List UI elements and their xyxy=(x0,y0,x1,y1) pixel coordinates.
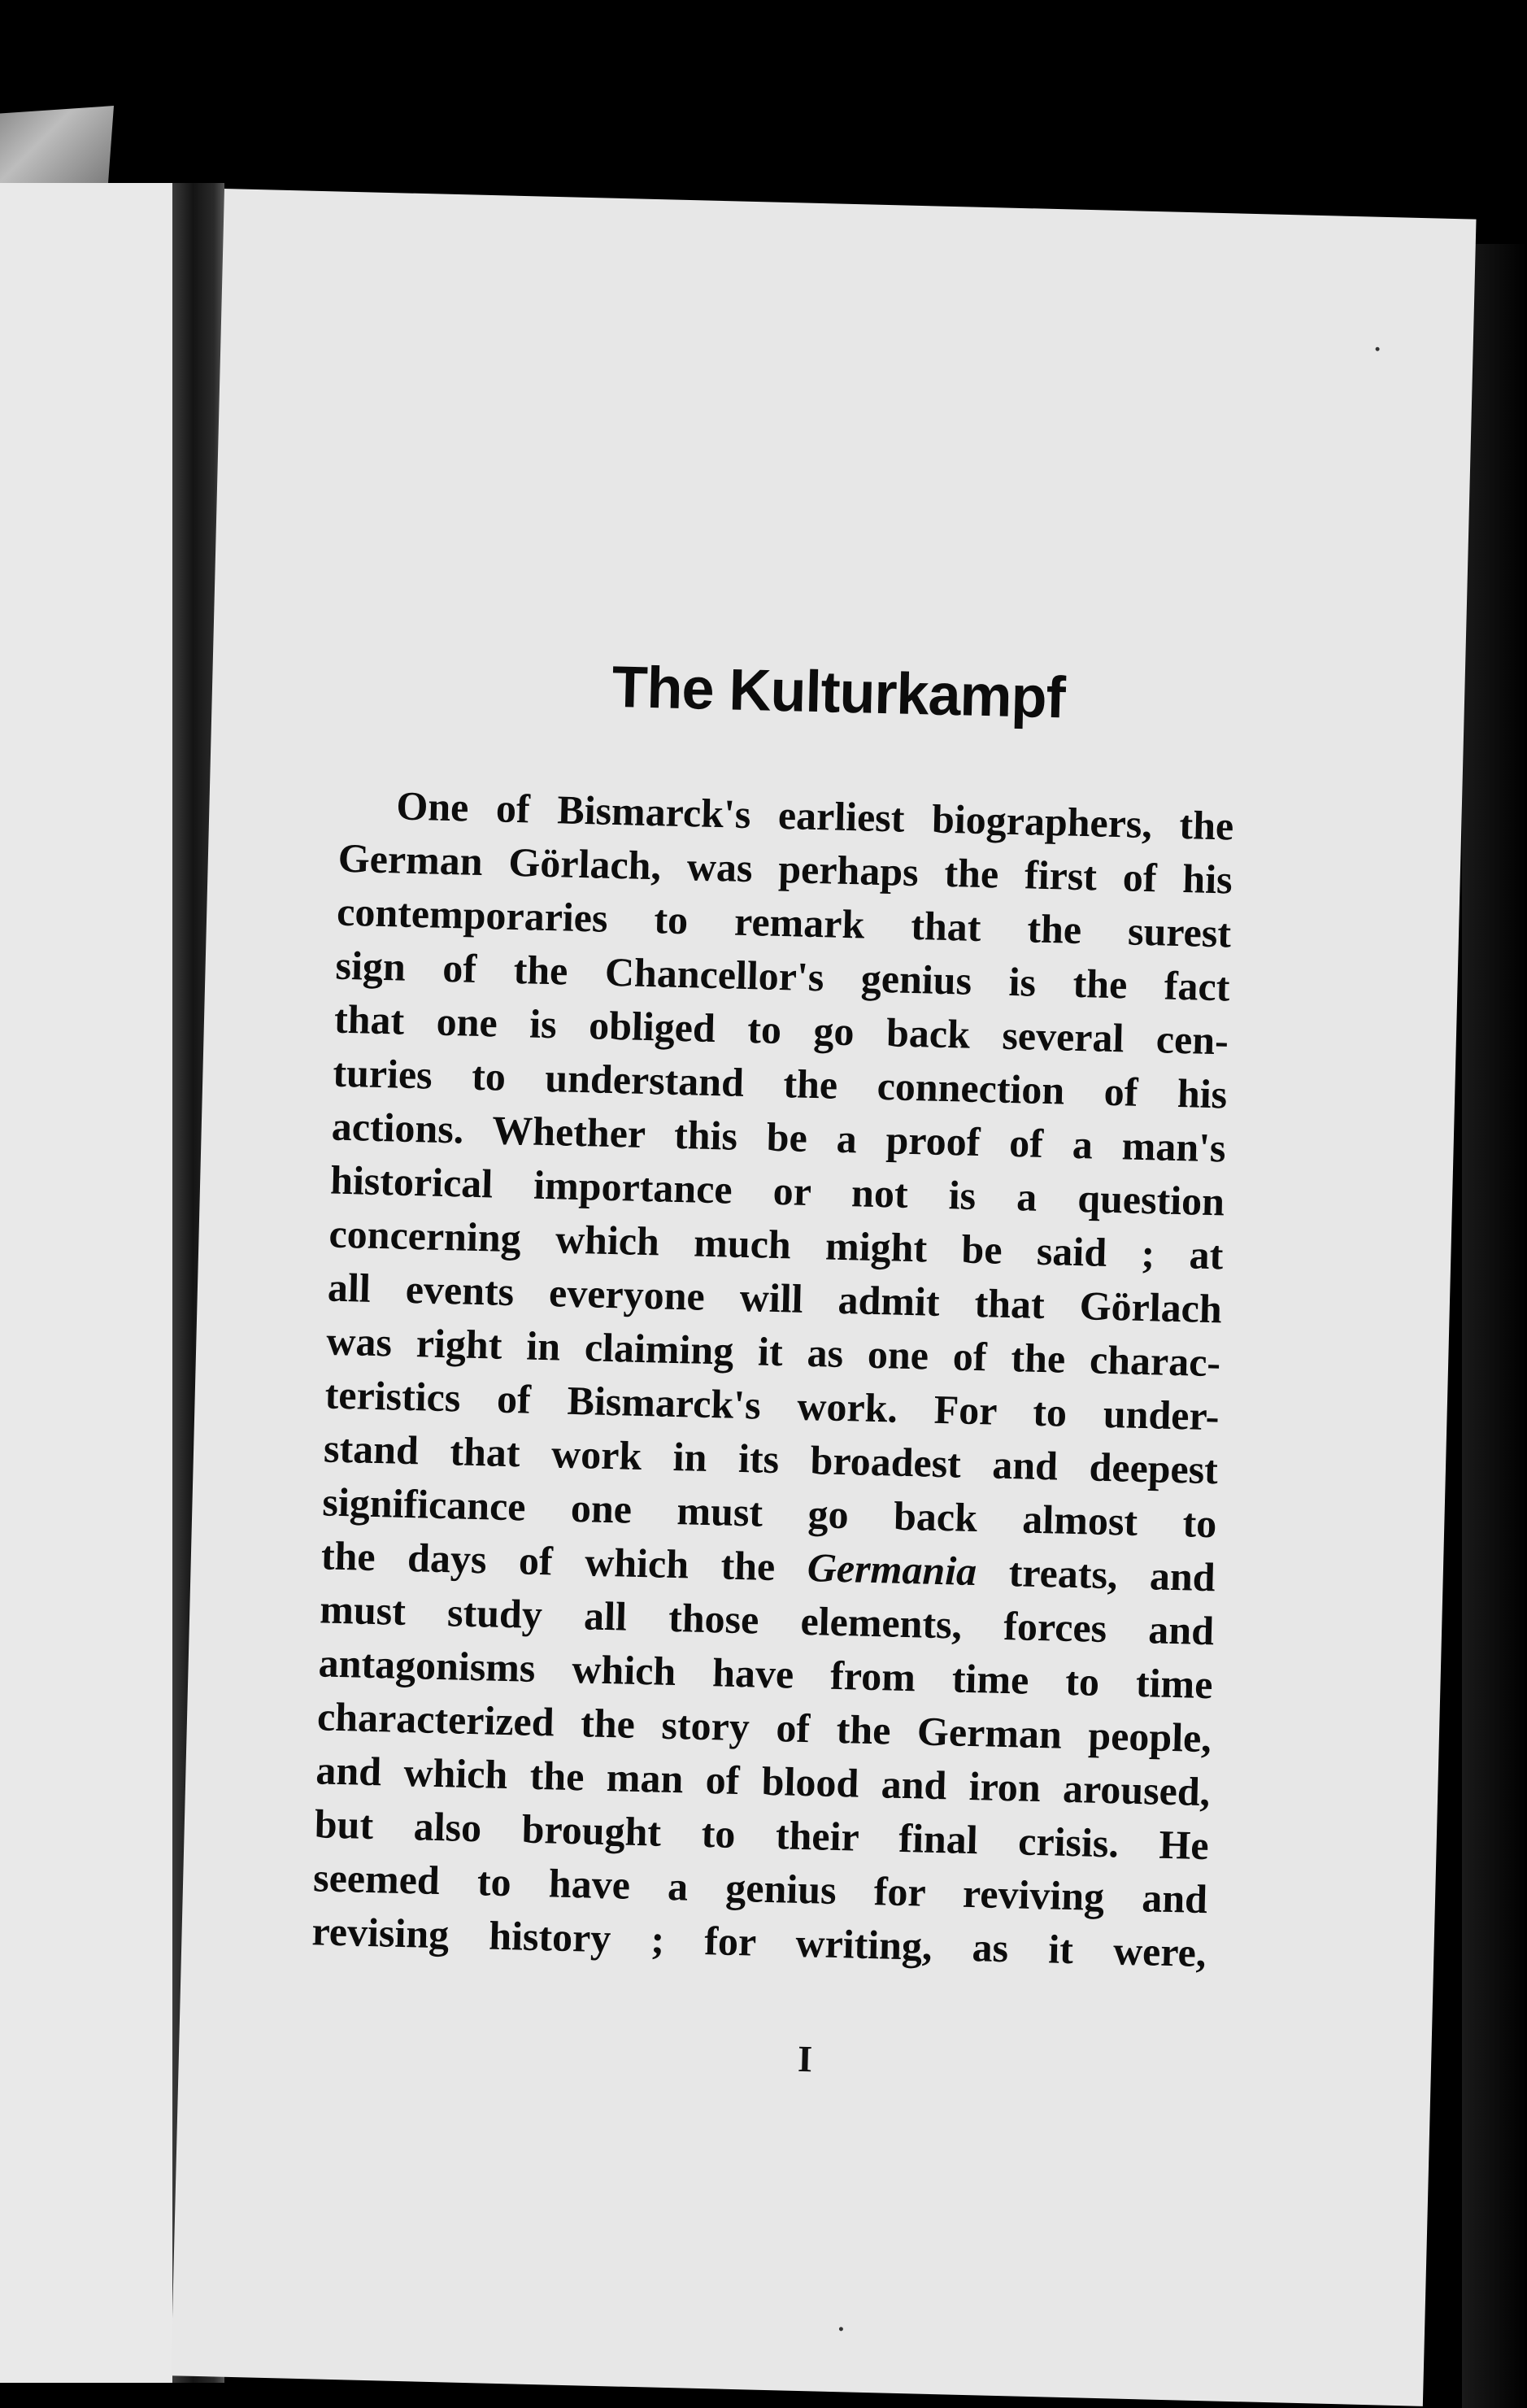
text-line: stand that work in its broadest and deepest xyxy=(323,1425,1219,1493)
text-line: sign of the Chancellor's genius is the fact xyxy=(335,942,1231,1010)
text-line: must study all those elements, forces and xyxy=(319,1586,1215,1654)
text-line: historical importance or not is a question xyxy=(329,1156,1225,1225)
text-segment: the days of which the xyxy=(320,1532,776,1590)
text-line: that one is obliged to go back several cen- xyxy=(333,995,1229,1064)
chapter-title: The Kulturkampf xyxy=(611,654,1066,731)
text-line: actions. Whether this be a proof of a man's xyxy=(331,1103,1227,1171)
paper-speck xyxy=(1376,347,1380,351)
text-line: contemporaries to remark that the surest xyxy=(336,888,1232,956)
text-line: antagonisms which have from time to time xyxy=(318,1639,1214,1708)
text-line: One of Bismarck's earliest biographers, the xyxy=(395,782,1234,849)
right-shadow xyxy=(1462,244,1527,2408)
text-line: German Görlach, was perhaps the first of his xyxy=(337,834,1233,903)
text-line: revising history ; for writing, as it were, xyxy=(311,1908,1207,1976)
page-number: I xyxy=(797,2037,813,2080)
text-line: significance one must go back almost to xyxy=(321,1478,1217,1547)
body-paragraph xyxy=(311,777,1234,1979)
text-line: turies to understand the connection of his xyxy=(332,1049,1228,1117)
paper-speck xyxy=(839,2327,843,2331)
previous-page-edge xyxy=(0,183,172,2383)
italic-title-germania: Germania xyxy=(807,1544,977,1595)
text-line: characterized the story of the German people, xyxy=(316,1693,1212,1761)
text-line: and which the man of blood and iron aroused, xyxy=(315,1747,1211,1815)
text-line: seemed to have a genius for reviving and xyxy=(312,1854,1208,1922)
book-page xyxy=(171,189,1476,2406)
text-line: but also brought to their final crisis. He xyxy=(314,1801,1210,1869)
text-segment: treats, and xyxy=(1008,1549,1216,1600)
text-line: concerning which much might be said ; at xyxy=(328,1210,1225,1278)
text-line: was right in claiming it as one of the charac- xyxy=(325,1317,1221,1386)
previous-page-corner xyxy=(0,106,114,183)
text-line: all events everyone will admit that Görlach xyxy=(327,1264,1223,1332)
text-line: teristics of Bismarck's work. For to under- xyxy=(324,1371,1220,1439)
